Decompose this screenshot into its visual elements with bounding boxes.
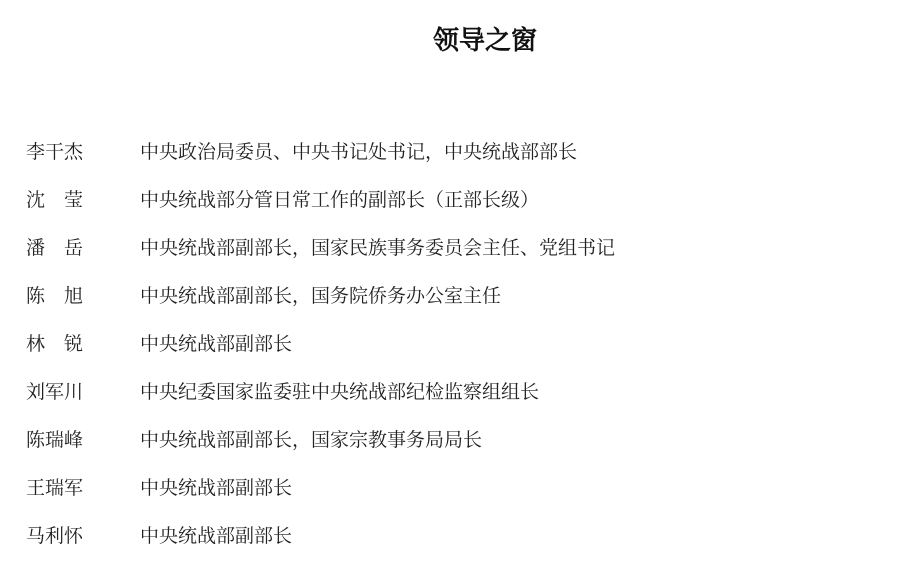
leader-title: 中央统战部副部长: [140, 524, 293, 547]
leader-row: [26, 462, 876, 510]
leader-name[interactable]: 李干杰: [26, 140, 84, 163]
leader-name[interactable]: 潘 岳: [26, 236, 84, 259]
leader-title: 中央统战部副部长，国务院侨务办公室主任: [140, 284, 502, 307]
page-title: 领导之窗: [432, 26, 537, 56]
leader-row: [26, 126, 876, 174]
leader-row: [26, 366, 876, 414]
leader-row: [26, 174, 876, 222]
leader-name[interactable]: 马利怀: [26, 524, 84, 547]
leader-title: 中央统战部副部长，国家民族事务委员会主任、党组书记: [140, 236, 616, 259]
leader-title: 中央统战部副部长: [140, 476, 293, 499]
leader-row: [26, 318, 876, 366]
leader-title: 中央统战部分管日常工作的副部长（正部长级）: [140, 188, 540, 211]
leader-name[interactable]: 王瑞军: [26, 476, 84, 499]
leader-row: [26, 222, 876, 270]
leader-name[interactable]: 陈 旭: [26, 284, 84, 307]
leader-name[interactable]: 陈瑞峰: [26, 428, 84, 451]
leader-row: [26, 414, 876, 462]
leader-title: 中央政治局委员、中央书记处书记，中央统战部部长: [140, 140, 578, 163]
leader-row: [26, 510, 876, 558]
leader-title: 中央纪委国家监委驻中央统战部纪检监察组组长: [140, 380, 540, 403]
leader-name[interactable]: 林 锐: [26, 332, 84, 355]
leader-title: 中央统战部副部长: [140, 332, 293, 355]
leader-name[interactable]: 沈 莹: [26, 188, 84, 211]
leader-list: [26, 126, 876, 558]
leader-title: 中央统战部副部长，国家宗教事务局局长: [140, 428, 483, 451]
leader-row: [26, 270, 876, 318]
leader-name[interactable]: 刘军川: [26, 380, 84, 403]
